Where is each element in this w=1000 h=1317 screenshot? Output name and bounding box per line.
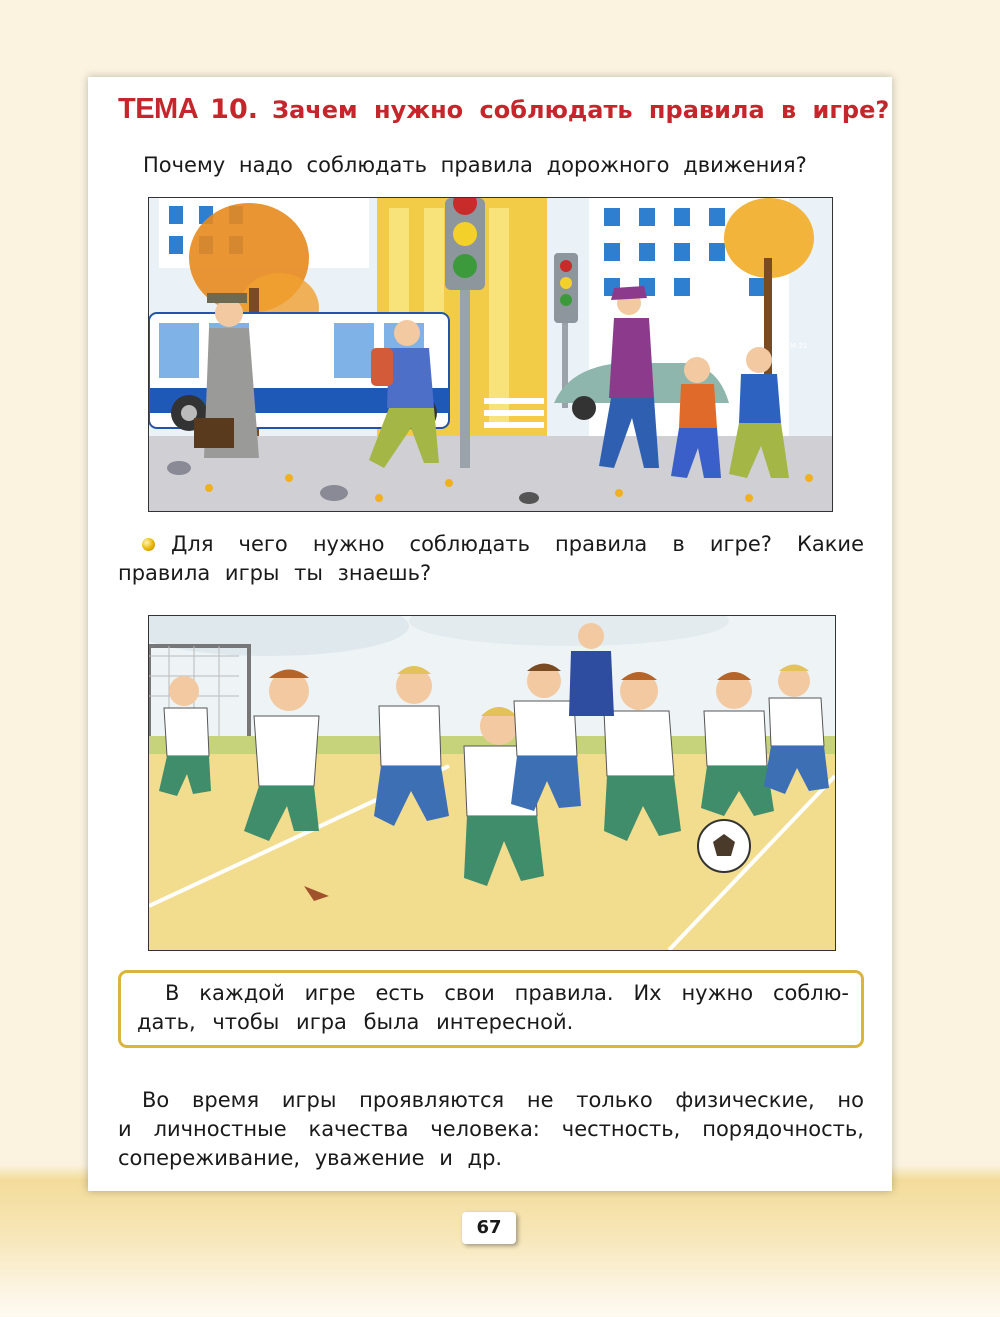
question-game-rules [118,530,864,588]
rule-word: правила. [514,981,614,1005]
q2-word: соблюдать [409,532,530,556]
closing-paragraph [118,1086,864,1173]
rule-word: свои [444,981,495,1005]
closing-word: игры [281,1088,337,1112]
closing-word: но [837,1088,864,1112]
closing-line3: сопереживание, уважение и др. [118,1146,503,1170]
page-number: 67 [462,1212,516,1244]
rule-box [118,970,864,1048]
rule-word: соблю- [772,981,849,1005]
rule-line1 [137,979,849,1008]
closing-word: не [526,1088,554,1112]
football-illustration [148,615,836,951]
closing-word: честность, [561,1117,681,1141]
q2-word: игре? [709,532,772,556]
closing-word: личностные [153,1117,287,1141]
closing-word: порядочность, [702,1117,864,1141]
closing-word: Во [142,1088,170,1112]
q2-word: Какие [796,532,864,556]
football-ball [698,820,750,872]
rule-word: есть [375,981,425,1005]
q2-word: нужно [312,532,385,556]
topic-title: Зачем нужно соблюдать правила в игре? [272,96,890,124]
q2-word: чего [238,532,288,556]
closing-word: время [191,1088,260,1112]
bullet-icon [142,538,155,551]
football-scene-drawing [149,616,835,950]
rule-text [137,979,849,1037]
q2-word: Для [171,532,214,556]
street-scene-drawing [149,198,832,511]
closing-word: физические, [675,1088,815,1112]
topic-heading [118,93,890,126]
closing-word: человека: [430,1117,540,1141]
closing-word: проявляются [359,1088,505,1112]
question-game-rules-line1 [118,530,864,559]
street-illustration [148,197,833,512]
closing-word: только [576,1088,653,1112]
question-traffic-rules: Почему надо соблюдать правила дорожного движения? [143,153,807,177]
topic-number: 10. [210,94,259,125]
closing-line1 [118,1086,864,1115]
traffic-light-pole [460,288,470,468]
bullet-and-first-word [118,530,213,559]
q2-word: правила [555,532,648,556]
bus-plate: 85 М 21 [779,342,808,350]
closing-word: и [118,1117,132,1141]
rule-line2: дать, чтобы игра была интересной. [137,1010,574,1034]
rule-word: нужно [681,981,754,1005]
closing-line2 [118,1115,864,1144]
rule-word: игре [304,981,356,1005]
rule-word: Их [633,981,662,1005]
closing-word: качества [308,1117,409,1141]
textbook-page [88,77,892,1191]
q2-word: в [672,532,685,556]
pigeon [320,485,348,501]
rule-word: каждой [199,981,285,1005]
topic-label: ТЕМА [118,93,199,125]
question-game-rules-line2: правила игры ты знаешь? [118,561,432,585]
rule-word: В [165,981,180,1005]
